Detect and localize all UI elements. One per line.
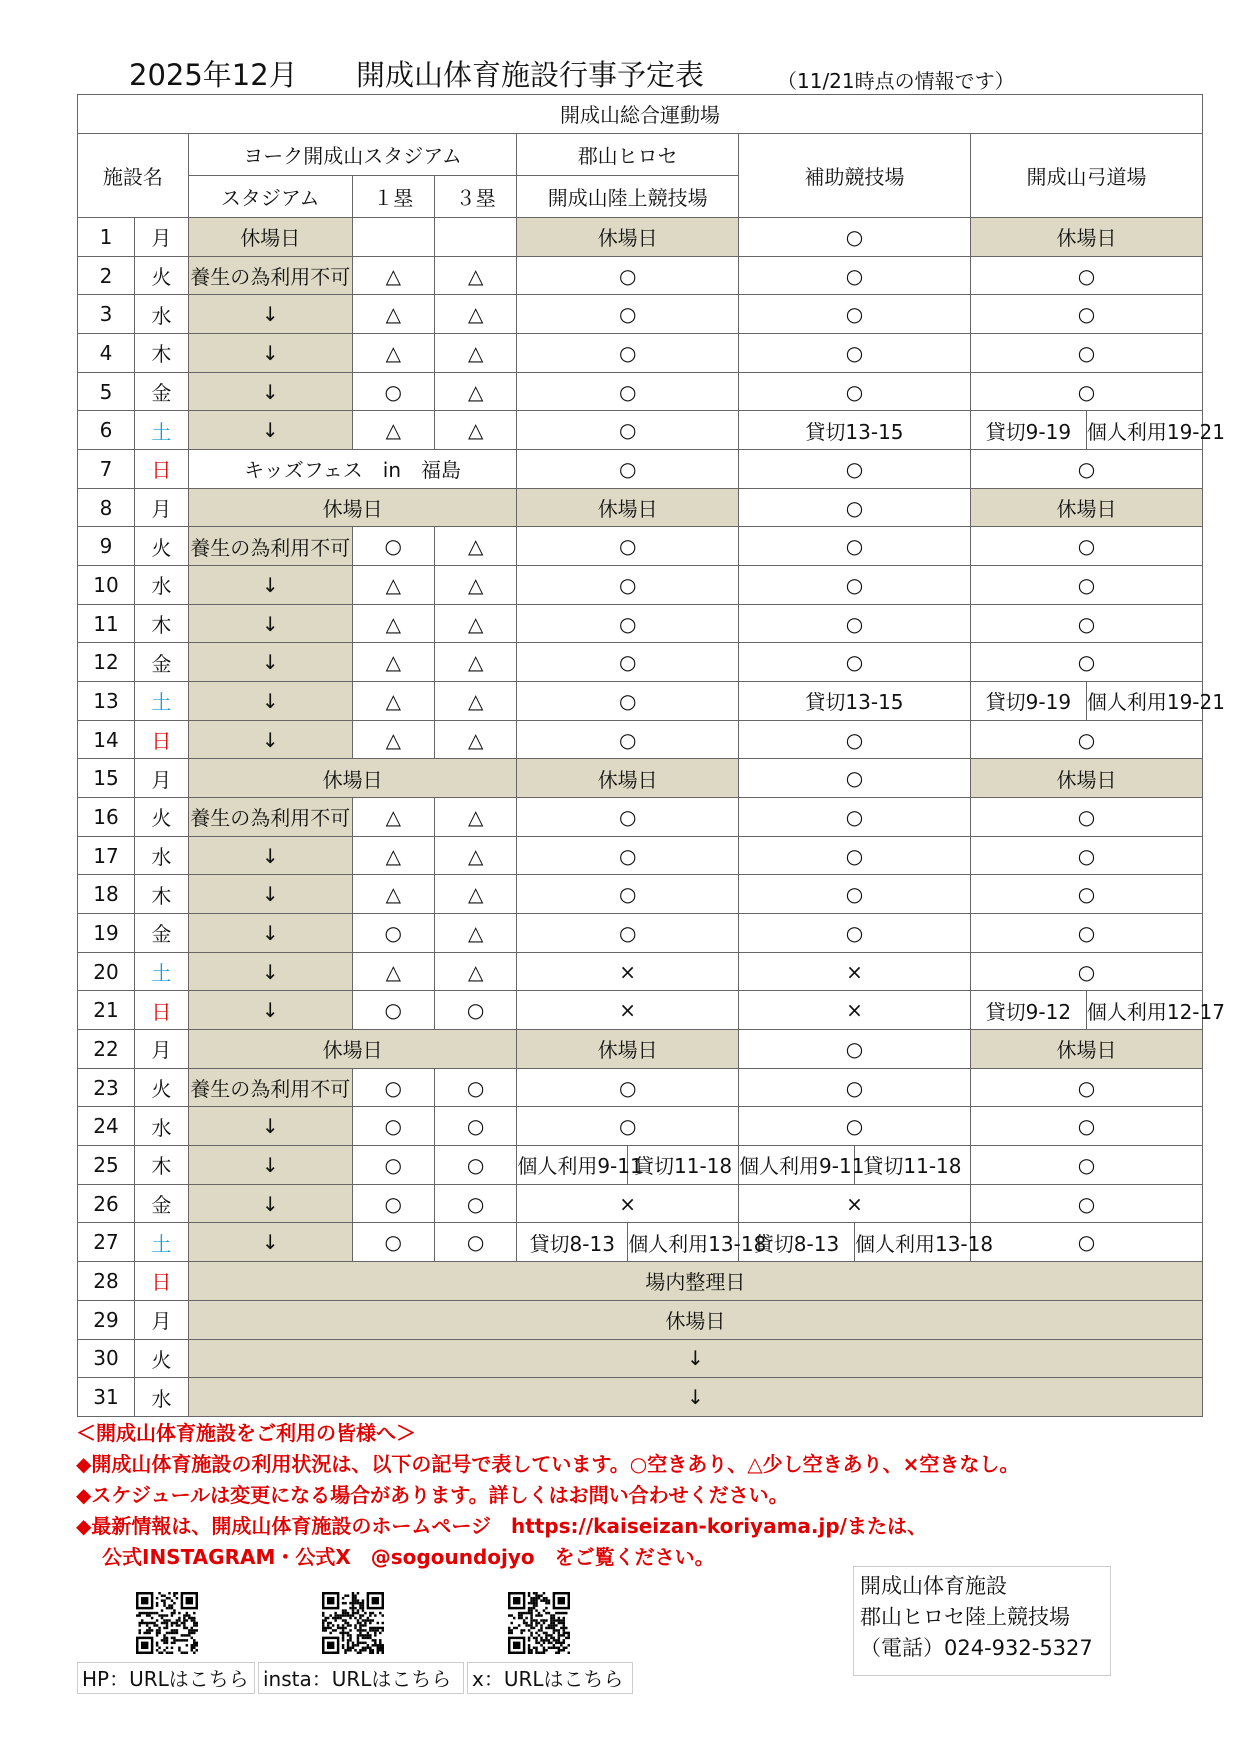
hirose-slot-1: 個人利用9-11	[517, 1146, 628, 1185]
stadium-status: ↓	[188, 1146, 352, 1185]
stadium-status: ↓	[188, 566, 352, 605]
weekday: 日	[134, 450, 188, 489]
day-number: 26	[78, 1184, 135, 1223]
kyudo-status: ○	[970, 914, 1202, 953]
hirose-status: 休場日	[517, 759, 739, 798]
day-number: 9	[78, 527, 135, 566]
schedule-row	[78, 604, 1203, 643]
stadium-status: ↓	[188, 952, 352, 991]
kyudo-slot-2: 個人利用12-17	[1086, 991, 1202, 1030]
first-base-status: ○	[352, 527, 434, 566]
schedule-row	[78, 334, 1203, 373]
hirose-status: ○	[517, 604, 739, 643]
aux-field-status: ○	[739, 836, 971, 875]
day-number: 25	[78, 1146, 135, 1185]
hirose-status: ○	[517, 295, 739, 334]
hirose-status: ○	[517, 411, 739, 450]
first-base-status: △	[352, 720, 434, 759]
stadium-status: ↓	[188, 372, 352, 411]
third-base-status: △	[434, 875, 516, 914]
first-base-status: ○	[352, 1223, 434, 1262]
third-base-status	[434, 218, 516, 257]
aux-slot-1: 個人利用9-11	[739, 1146, 855, 1185]
first-base-status	[352, 218, 434, 257]
weekday: 火	[134, 527, 188, 566]
schedule-row	[78, 527, 1203, 566]
hirose-status: ○	[517, 643, 739, 682]
schedule-row	[78, 720, 1203, 759]
aux-field-status: ○	[739, 643, 971, 682]
day-number: 23	[78, 1068, 135, 1107]
aux-slot-2: 個人利用13-18	[854, 1223, 970, 1262]
day-number: 22	[78, 1030, 135, 1069]
hirose-status: ×	[517, 991, 739, 1030]
stadium-status: 養生の為利用不可	[188, 1068, 352, 1107]
page-header	[0, 56, 1240, 96]
schedule-row	[78, 218, 1203, 257]
notice-schedule-change: ◆スケジュールは変更になる場合があります。詳しくはお問い合わせください。	[76, 1483, 789, 1507]
weekday: 火	[134, 1339, 188, 1378]
hirose-status: ○	[517, 875, 739, 914]
hirose-slot-2: 個人利用13-18	[628, 1223, 739, 1262]
weekday: 火	[134, 256, 188, 295]
schedule-row	[78, 836, 1203, 875]
kyudo-status: ○	[970, 334, 1202, 373]
schedule-row	[78, 952, 1203, 991]
closed-all-cell: ↓	[188, 1339, 1202, 1378]
stadium-event-cell: キッズフェス in 福島	[188, 450, 516, 489]
schedule-row	[78, 1146, 1203, 1185]
hirose-slot-2: 貸切11-18	[628, 1146, 739, 1185]
day-number: 8	[78, 488, 135, 527]
kyudo-status: ○	[970, 527, 1202, 566]
contact-box	[853, 1566, 1111, 1676]
hirose-status: ○	[517, 914, 739, 953]
kyudo-slot-2: 個人利用19-21	[1086, 411, 1202, 450]
day-number: 30	[78, 1339, 135, 1378]
weekday: 土	[134, 1223, 188, 1262]
kyudo-status: 休場日	[970, 218, 1202, 257]
kyudo-status: 休場日	[970, 488, 1202, 527]
stadium-status: ↓	[188, 604, 352, 643]
kyudo-status: 休場日	[970, 759, 1202, 798]
stadium-status: ↓	[188, 682, 352, 721]
third-base-status: △	[434, 334, 516, 373]
stadium-status: ↓	[188, 643, 352, 682]
schedule-row	[78, 798, 1203, 837]
notice-symbols: ◆開成山体育施設の利用状況は、以下の記号で表しています。○空きあり、△少し空きあり、×空きなし。	[76, 1452, 1020, 1476]
contact-org: 開成山体育施設	[860, 1574, 1007, 1598]
hp-link-label[interactable]: HP：URLはこちら	[77, 1662, 255, 1694]
aux-field-status: ○	[739, 372, 971, 411]
contact-venue: 郡山ヒロセ陸上競技場	[860, 1605, 1070, 1629]
weekday: 木	[134, 1146, 188, 1185]
day-number: 17	[78, 836, 135, 875]
schedule-row	[78, 1107, 1203, 1146]
first-base-status: ○	[352, 991, 434, 1030]
kyudo-status: ○	[970, 720, 1202, 759]
stadium-status: 養生の為利用不可	[188, 798, 352, 837]
weekday: 水	[134, 1378, 188, 1417]
kyudo-status: ○	[970, 1146, 1202, 1185]
third-base-status: △	[434, 527, 516, 566]
kyudo-status: ○	[970, 450, 1202, 489]
aux-field-status: ○	[739, 256, 971, 295]
stadium-status: 養生の為利用不可	[188, 256, 352, 295]
first-base-status: △	[352, 798, 434, 837]
weekday: 日	[134, 991, 188, 1030]
schedule-table	[77, 94, 1225, 1417]
schedule-row	[78, 566, 1203, 605]
day-number: 2	[78, 256, 135, 295]
third-base-status: ○	[434, 1223, 516, 1262]
stadium-status: ↓	[188, 914, 352, 953]
hirose-status: ×	[517, 952, 739, 991]
third-base-status: ○	[434, 1184, 516, 1223]
third-base-status: △	[434, 914, 516, 953]
kyudo-status: ○	[970, 1223, 1202, 1262]
kyudo-slot-1: 貸切9-19	[970, 682, 1086, 721]
first-base-status: △	[352, 566, 434, 605]
schedule-row	[78, 1030, 1203, 1069]
first-base-status: △	[352, 952, 434, 991]
first-base-status: ○	[352, 1107, 434, 1146]
third-base-status: △	[434, 720, 516, 759]
weekday: 月	[134, 1030, 188, 1069]
kyudo-slot-1: 貸切9-12	[970, 991, 1086, 1030]
aux-field-status: ×	[739, 1184, 971, 1223]
weekday: 月	[134, 759, 188, 798]
aux-field-status: ○	[739, 566, 971, 605]
day-number: 1	[78, 218, 135, 257]
aux-field-status: ○	[739, 218, 971, 257]
aux-field-status: ×	[739, 991, 971, 1030]
contact-phone: （電話）024-932-5327	[860, 1636, 1093, 1660]
third-base-status: △	[434, 295, 516, 334]
hirose-status: ○	[517, 1107, 739, 1146]
aux-field-status: ○	[739, 875, 971, 914]
first-base-status: △	[352, 836, 434, 875]
kyudo-status: ○	[970, 372, 1202, 411]
first-base-status: △	[352, 875, 434, 914]
third-base-status: ○	[434, 1068, 516, 1107]
third-base-status: ○	[434, 1146, 516, 1185]
hirose-status: ○	[517, 372, 739, 411]
third-base-status: ○	[434, 1107, 516, 1146]
aux-field-status: 貸切13-15	[739, 411, 971, 450]
first-base-status: ○	[352, 1068, 434, 1107]
first-base-status: ○	[352, 1184, 434, 1223]
aux-field-status: ○	[739, 527, 971, 566]
closed-all-cell: 休場日	[188, 1300, 1202, 1339]
schedule-row	[78, 295, 1203, 334]
kyudo-status: ○	[970, 1068, 1202, 1107]
day-number: 3	[78, 295, 135, 334]
weekday: 金	[134, 1184, 188, 1223]
hirose-status: ○	[517, 527, 739, 566]
schedule-row	[78, 1184, 1203, 1223]
notice-latest-info: ◆最新情報は、開成山体育施設のホームページ https://kaiseizan-koriyama.jp/または、	[76, 1514, 927, 1538]
first-base-status: △	[352, 604, 434, 643]
aux-field-status: ○	[739, 295, 971, 334]
day-number: 19	[78, 914, 135, 953]
stadium-subheader: スタジアム	[188, 175, 352, 217]
kyudo-status: ○	[970, 836, 1202, 875]
schedule-row	[78, 1262, 1203, 1301]
day-number: 11	[78, 604, 135, 643]
x-link-label[interactable]: x：URLはこちら	[467, 1662, 633, 1694]
hirose-status: 休場日	[517, 218, 739, 257]
stadium-status: ↓	[188, 1184, 352, 1223]
day-number: 28	[78, 1262, 135, 1301]
schedule-month: 2025年12月	[129, 58, 298, 92]
kyudo-slot-1: 貸切9-19	[970, 411, 1086, 450]
closed-all-cell: ↓	[188, 1378, 1202, 1417]
first-base-status: ○	[352, 1146, 434, 1185]
stadium-closed-cell: 休場日	[188, 488, 516, 527]
schedule-row	[78, 256, 1203, 295]
weekday: 水	[134, 836, 188, 875]
third-base-status: △	[434, 682, 516, 721]
day-number: 5	[78, 372, 135, 411]
day-number: 21	[78, 991, 135, 1030]
kyudo-status: 休場日	[970, 1030, 1202, 1069]
aux-field-status: ○	[739, 720, 971, 759]
notice-block	[76, 1418, 1226, 1573]
day-number: 4	[78, 334, 135, 373]
day-number: 6	[78, 411, 135, 450]
aux-field-status: ×	[739, 952, 971, 991]
day-number: 13	[78, 682, 135, 721]
third-base-status: △	[434, 411, 516, 450]
hirose-status: ○	[517, 836, 739, 875]
stadium-status: 休場日	[188, 218, 352, 257]
hirose-header-top: 郡山ヒロセ	[517, 133, 739, 175]
aux-field-status: ○	[739, 798, 971, 837]
day-number: 15	[78, 759, 135, 798]
aux-field-status: ○	[739, 488, 971, 527]
aux-field-status: ○	[739, 450, 971, 489]
third-base-status: △	[434, 798, 516, 837]
stadium-status: ↓	[188, 720, 352, 759]
third-base-status: △	[434, 643, 516, 682]
schedule-row	[78, 914, 1203, 953]
weekday: 月	[134, 218, 188, 257]
kyudo-status: ○	[970, 1107, 1202, 1146]
third-base-status: △	[434, 604, 516, 643]
page-title: 開成山体育施設行事予定表	[356, 58, 705, 92]
weekday: 水	[134, 295, 188, 334]
first-base-status: ○	[352, 914, 434, 953]
first-base-status: ○	[352, 372, 434, 411]
schedule-row	[78, 1339, 1203, 1378]
kyudo-status: ○	[970, 875, 1202, 914]
aux-field-status: ○	[739, 604, 971, 643]
aux-field-status: ○	[739, 1068, 971, 1107]
stadium-closed-cell: 休場日	[188, 1030, 516, 1069]
weekday: 火	[134, 798, 188, 837]
weekday: 金	[134, 372, 188, 411]
stadium-status: ↓	[188, 1107, 352, 1146]
weekday: 金	[134, 914, 188, 953]
aux-field-status: ○	[739, 759, 971, 798]
kyudo-status: ○	[970, 643, 1202, 682]
kyudo-status: ○	[970, 1184, 1202, 1223]
schedule-row	[78, 1068, 1203, 1107]
kyudo-status: ○	[970, 295, 1202, 334]
weekday: 日	[134, 1262, 188, 1301]
schedule-row	[78, 1378, 1203, 1417]
aux-slot-2: 貸切11-18	[854, 1146, 970, 1185]
stadium-status: ↓	[188, 836, 352, 875]
first-base-status: △	[352, 295, 434, 334]
insta-link-label[interactable]: insta：URLはこちら	[258, 1662, 464, 1694]
weekday: 月	[134, 488, 188, 527]
third-base-status: △	[434, 836, 516, 875]
schedule-row	[78, 682, 1203, 721]
schedule-row	[78, 759, 1203, 798]
venue-name: 開成山総合運動場	[78, 95, 1203, 134]
weekday: 土	[134, 952, 188, 991]
stadium-status: ↓	[188, 295, 352, 334]
york-stadium-header: ヨーク開成山スタジアム	[188, 133, 516, 175]
facility-header: 施設名	[78, 133, 189, 217]
notice-heading: ＜開成山体育施設をご利用の皆様へ＞	[76, 1421, 416, 1445]
closed-all-cell: 場内整理日	[188, 1262, 1202, 1301]
schedule-row	[78, 991, 1203, 1030]
schedule-row	[78, 643, 1203, 682]
third-base-status: ○	[434, 991, 516, 1030]
weekday: 火	[134, 1068, 188, 1107]
first-base-status: △	[352, 256, 434, 295]
day-number: 16	[78, 798, 135, 837]
schedule-row	[78, 1223, 1203, 1262]
hirose-header-bottom: 開成山陸上競技場	[517, 175, 739, 217]
update-note: （11/21時点の情報です）	[777, 69, 1015, 93]
stadium-status: ↓	[188, 875, 352, 914]
weekday: 木	[134, 334, 188, 373]
aux-slot-1: 貸切8-13	[739, 1223, 855, 1262]
day-number: 14	[78, 720, 135, 759]
day-number: 10	[78, 566, 135, 605]
aux-field-status: ○	[739, 334, 971, 373]
schedule-row	[78, 411, 1203, 450]
kyudo-status: ○	[970, 952, 1202, 991]
aux-field-status: ○	[739, 914, 971, 953]
hirose-slot-1: 貸切8-13	[517, 1223, 628, 1262]
stadium-status: ↓	[188, 1223, 352, 1262]
day-number: 12	[78, 643, 135, 682]
weekday: 日	[134, 720, 188, 759]
third-base-status: △	[434, 566, 516, 605]
hirose-status: ○	[517, 682, 739, 721]
weekday: 土	[134, 682, 188, 721]
stadium-status: ↓	[188, 334, 352, 373]
hirose-status: ○	[517, 256, 739, 295]
hirose-status: ○	[517, 1068, 739, 1107]
day-number: 7	[78, 450, 135, 489]
first-base-status: △	[352, 411, 434, 450]
hirose-status: 休場日	[517, 488, 739, 527]
schedule-row	[78, 1300, 1203, 1339]
schedule-row	[78, 488, 1203, 527]
weekday: 金	[134, 643, 188, 682]
hirose-status: ×	[517, 1184, 739, 1223]
stadium-status: ↓	[188, 411, 352, 450]
qr-code-insta[interactable]	[322, 1592, 384, 1654]
day-number: 18	[78, 875, 135, 914]
weekday: 水	[134, 566, 188, 605]
kyudo-slot-2: 個人利用19-21	[1086, 682, 1202, 721]
day-number: 24	[78, 1107, 135, 1146]
qr-code-x[interactable]	[508, 1592, 570, 1654]
hirose-status: ○	[517, 566, 739, 605]
stadium-status: 養生の為利用不可	[188, 527, 352, 566]
aux-field-header: 補助競技場	[739, 133, 971, 217]
day-number: 31	[78, 1378, 135, 1417]
hirose-status: 休場日	[517, 1030, 739, 1069]
hirose-status: ○	[517, 798, 739, 837]
kyudo-header: 開成山弓道場	[970, 133, 1202, 217]
kyudo-status: ○	[970, 604, 1202, 643]
first-base-status: △	[352, 643, 434, 682]
schedule-row	[78, 875, 1203, 914]
weekday: 水	[134, 1107, 188, 1146]
hirose-status: ○	[517, 720, 739, 759]
kyudo-status: ○	[970, 798, 1202, 837]
aux-field-status: 貸切13-15	[739, 682, 971, 721]
notice-social: 公式INSTAGRAM・公式X @sogoundojyo をご覧ください。	[102, 1545, 715, 1569]
day-number: 29	[78, 1300, 135, 1339]
stadium-status: ↓	[188, 991, 352, 1030]
aux-field-status: ○	[739, 1030, 971, 1069]
kyudo-status: ○	[970, 566, 1202, 605]
hirose-status: ○	[517, 334, 739, 373]
schedule-row	[78, 372, 1203, 411]
first-base-status: △	[352, 334, 434, 373]
day-number: 20	[78, 952, 135, 991]
weekday: 木	[134, 604, 188, 643]
weekday: 土	[134, 411, 188, 450]
kyudo-status: ○	[970, 256, 1202, 295]
third-base-status: △	[434, 256, 516, 295]
stadium-closed-cell: 休場日	[188, 759, 516, 798]
third-base-status: △	[434, 952, 516, 991]
first-base-subheader: １塁	[352, 175, 434, 217]
hirose-status: ○	[517, 450, 739, 489]
weekday: 月	[134, 1300, 188, 1339]
qr-code-hp[interactable]	[136, 1592, 198, 1654]
aux-field-status: ○	[739, 1107, 971, 1146]
third-base-status: △	[434, 372, 516, 411]
weekday: 木	[134, 875, 188, 914]
first-base-status: △	[352, 682, 434, 721]
day-number: 27	[78, 1223, 135, 1262]
third-base-subheader: ３塁	[434, 175, 516, 217]
schedule-row	[78, 450, 1203, 489]
